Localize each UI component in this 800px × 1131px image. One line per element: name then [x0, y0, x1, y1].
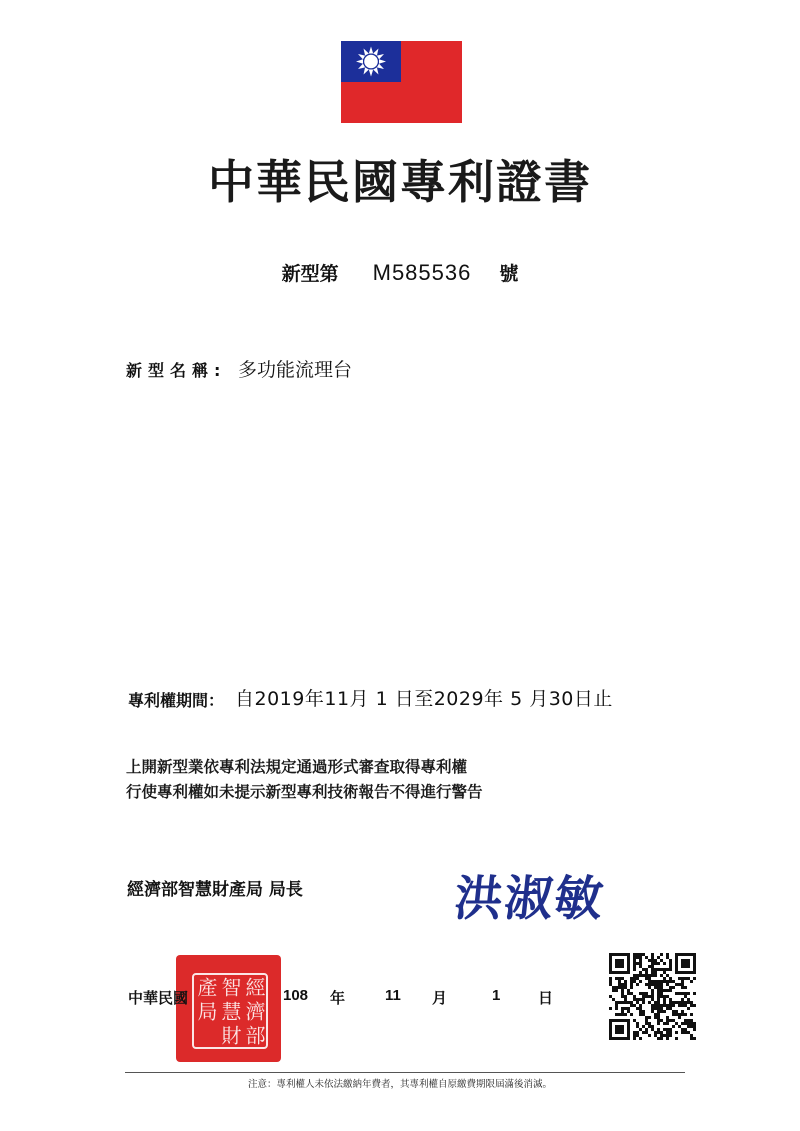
date-day: 1 — [492, 987, 501, 1004]
seal-characters: 經 濟 部 智 慧 財 產 局 — [192, 973, 268, 1049]
footnote: 注意：專利權人未依法繳納年費者，其專利權自原繳費期限屆滿後消滅。 — [247, 1079, 552, 1090]
date-month-unit: 月 — [432, 989, 448, 1007]
flag-canton — [341, 41, 401, 82]
date-year-unit: 年 — [330, 989, 346, 1007]
patent-prefix: 新型第 — [281, 263, 339, 285]
date-day-unit: 日 — [538, 989, 554, 1007]
date-month: 11 — [385, 987, 401, 1004]
patent-number: M585536 — [372, 260, 472, 285]
qr-code-graphic — [609, 953, 696, 1040]
roc-flag-icon — [341, 41, 462, 123]
director-signature: 洪淑敏 — [451, 871, 608, 927]
utility-model-name-value: 多功能流理台 — [238, 359, 353, 381]
patent-number-line — [0, 259, 800, 286]
patent-term-value: 自2019年11月 1 日至2029年 5 月30日止 — [235, 688, 613, 710]
patent-suffix: 號 — [499, 263, 519, 285]
date-year: 108 — [283, 987, 309, 1004]
official-seal-icon — [176, 955, 281, 1062]
notice-line-1: 上開新型業依專利法規定通過形式審查取得專利權 — [126, 758, 468, 776]
notice-line-2: 行使專利權如未提示新型專利技術報告不得進行警告 — [126, 783, 483, 801]
director-title: 經濟部智慧財產局 局長 — [127, 880, 303, 900]
certificate-title: 中華民國專利證書 — [208, 155, 592, 209]
utility-model-name-label: 新型名稱: — [126, 361, 227, 380]
footer-divider — [125, 1072, 685, 1073]
patent-term-label: 專利權期間： — [128, 691, 225, 710]
date-era: 中華民國 — [128, 989, 189, 1007]
white-sun-icon — [341, 41, 401, 82]
qr-code-icon[interactable] — [609, 953, 696, 1040]
